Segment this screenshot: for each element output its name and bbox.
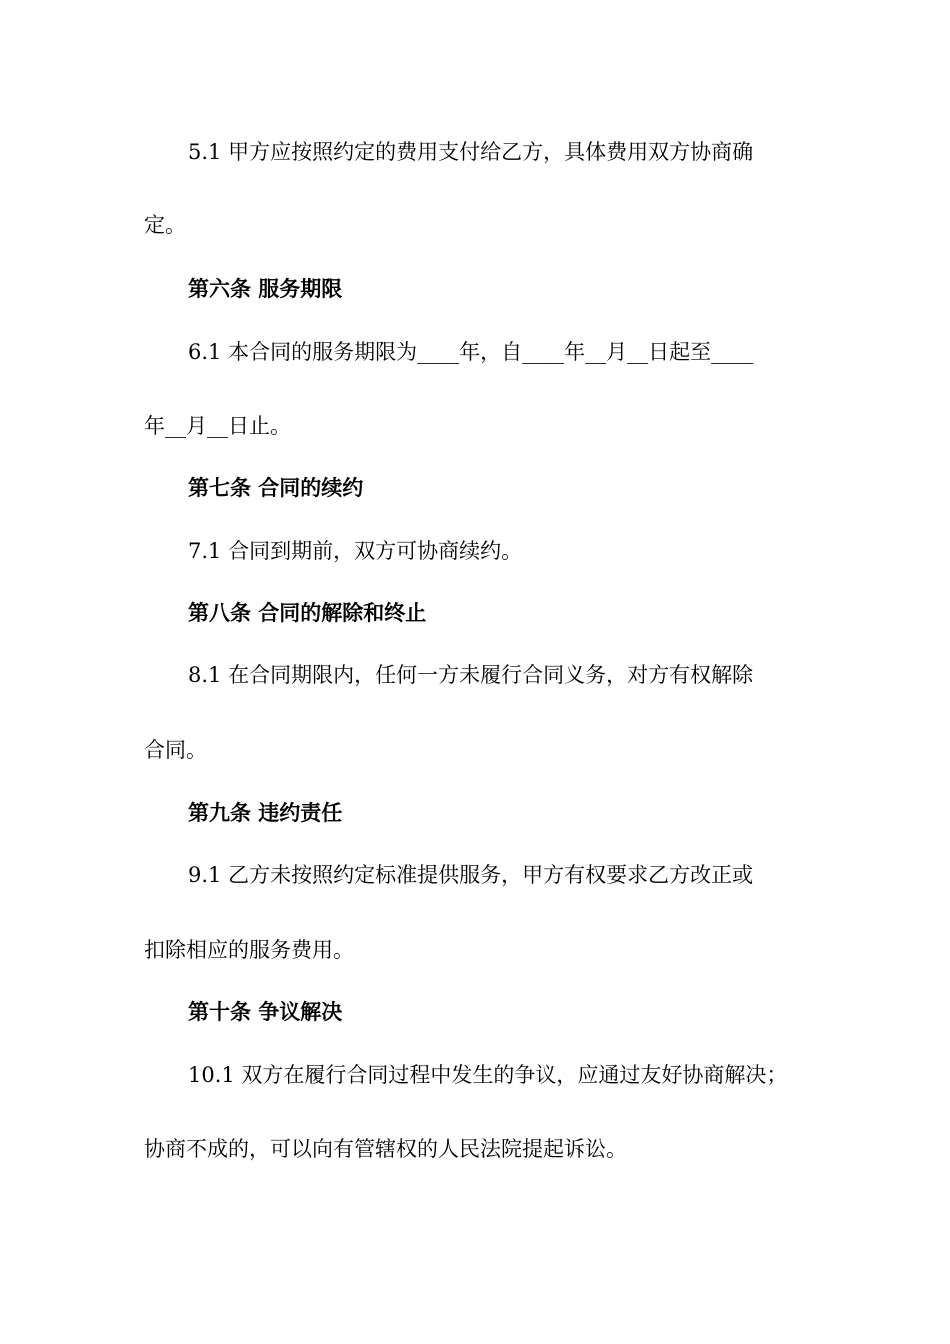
clause-10-1-line-2: 协商不成的，可以向有管辖权的人民法院提起诉讼。 <box>144 1137 627 1161</box>
clause-5-1-line-1: 5.1 甲方应按照约定的费用支付给乙方，具体费用双方协商确 <box>188 140 754 164</box>
clause-10-1-line-1: 10.1 双方在履行合同过程中发生的争议，应通过友好协商解决； <box>188 1063 788 1087</box>
clause-8-1-line-1: 8.1 在合同期限内，任何一方未履行合同义务，对方有权解除 <box>188 663 754 687</box>
clause-10-heading: 第十条 争议解决 <box>188 999 343 1024</box>
clause-9-1-line-1: 9.1 乙方未按照约定标准提供服务，甲方有权要求乙方改正或 <box>188 863 754 887</box>
clause-6-1-line-1: 6.1 本合同的服务期限为____年，自____年__月__日起至____ <box>188 340 754 364</box>
clause-5-1-line-2: 定。 <box>144 213 186 237</box>
clause-9-1-line-2: 扣除相应的服务费用。 <box>144 938 354 962</box>
clause-8-1-line-2: 合同。 <box>144 738 207 762</box>
clause-6-1-line-2: 年__月__日止。 <box>144 414 291 438</box>
clause-8-heading: 第八条 合同的解除和终止 <box>188 600 427 625</box>
clause-9-heading: 第九条 违约责任 <box>188 800 343 825</box>
clause-7-1-line-1: 7.1 合同到期前，双方可协商续约。 <box>188 539 523 563</box>
clause-7-heading: 第七条 合同的续约 <box>188 475 364 500</box>
clause-6-heading: 第六条 服务期限 <box>188 276 343 301</box>
